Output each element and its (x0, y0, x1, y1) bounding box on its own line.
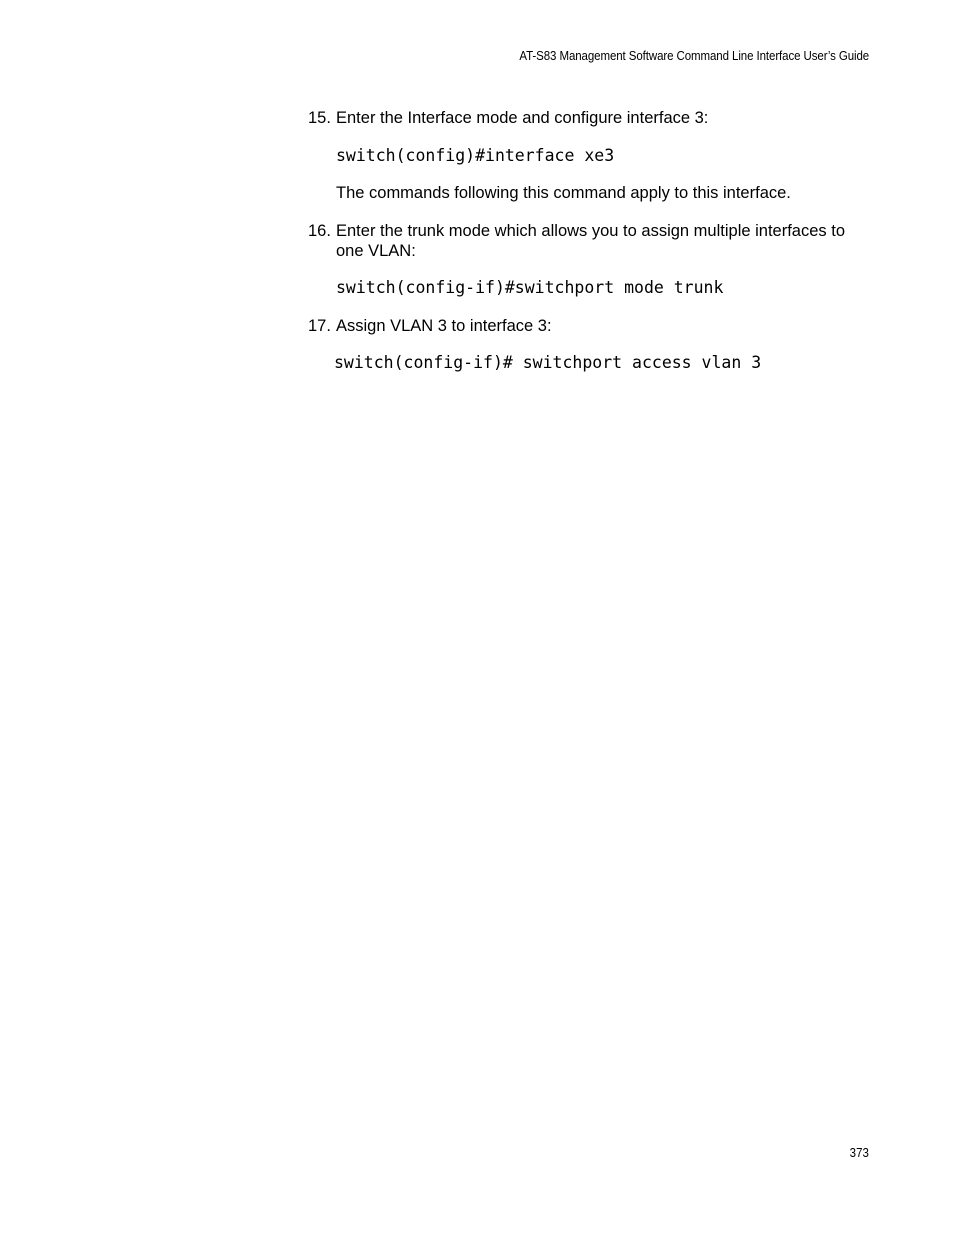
step-text: Assign VLAN 3 to interface 3: (336, 317, 552, 335)
code-switchport-access-vlan: switch(config-if)# switchport access vlan 3 (334, 353, 762, 372)
step-number: 17. (308, 317, 331, 335)
step-number: 15. (308, 109, 331, 127)
step-text: Enter the Interface mode and configure interface 3: (336, 109, 709, 127)
step-text: Enter the trunk mode which allows you to assign multiple interfaces to one VLAN: (336, 222, 846, 260)
step-number: 16. (308, 222, 331, 240)
page-number: 373 (849, 1146, 869, 1160)
code-interface-xe3: switch(config)#interface xe3 (336, 146, 615, 165)
running-header: AT-S83 Management Software Command Line Interface User’s Guide (519, 49, 869, 63)
code-switchport-mode-trunk: switch(config-if)#switchport mode trunk (336, 278, 724, 297)
step-note: The commands following this command apply to this interface. (336, 184, 791, 202)
